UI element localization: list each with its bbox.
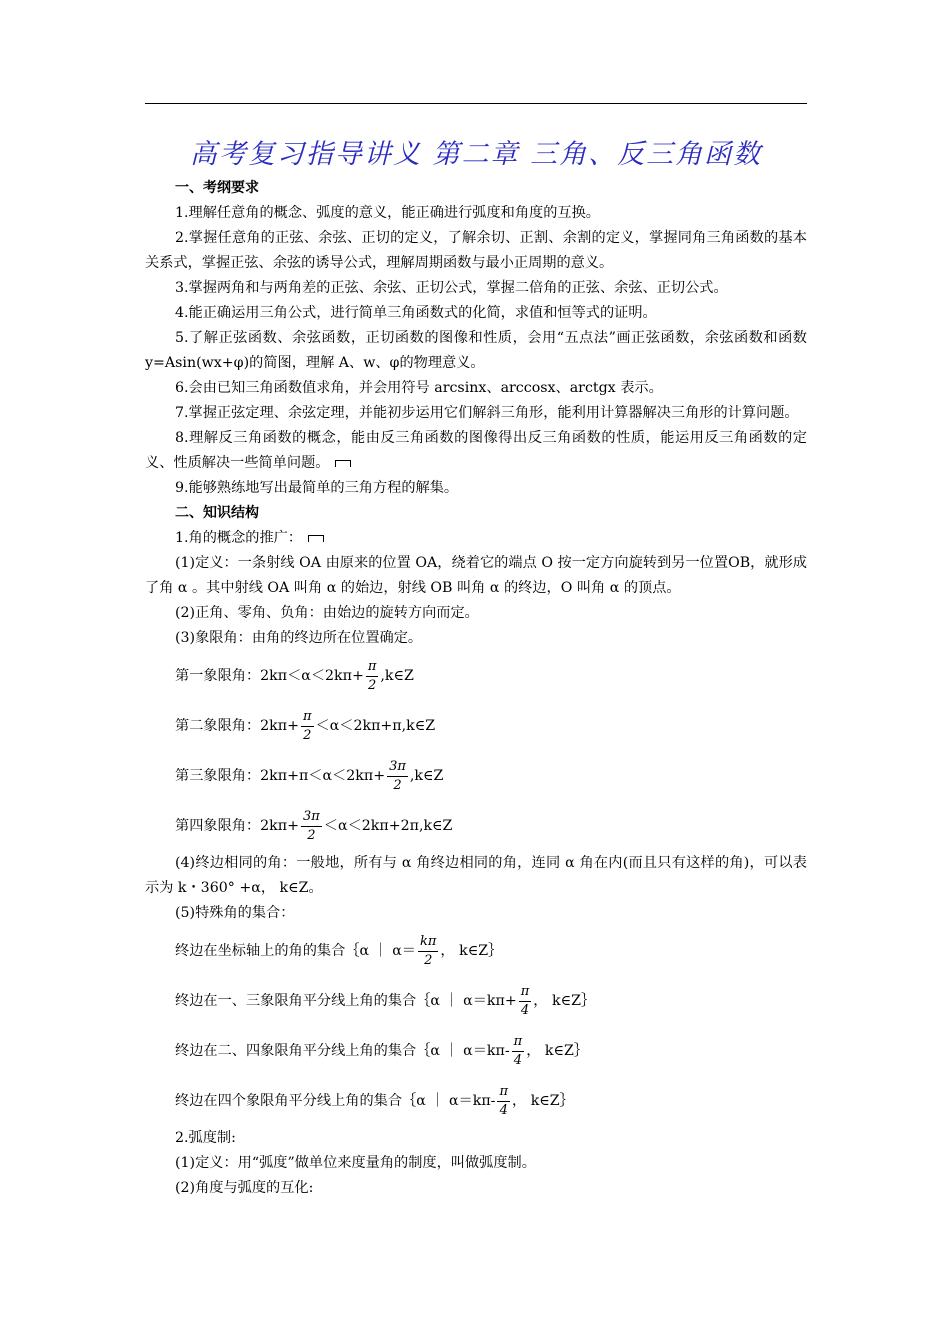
fraction [418,933,438,970]
topic-heading [145,526,807,551]
fraction [497,1083,510,1120]
requirement-item: 4.能正确运用三角公式，进行简单三角函数式的化简，求值和恒等式的证明。 [175,305,657,321]
fraction [301,808,322,845]
formula-text: ,k∈Z [380,667,414,684]
requirement-item: 6.会由已知三角函数值求角，并会用符号 arcsinx、arccosx、arctgx 表示。 [175,380,663,396]
denominator: 4 [520,1002,530,1018]
denominator: 2 [393,777,402,793]
formula-text: 终边在二、四象限角平分线上角的集合｛α ｜ α＝kπ- [175,1042,510,1059]
formula-text: 终边在一、三象限角平分线上角的集合｛α ｜ α＝kπ+ [175,992,517,1009]
numerator: 3π [301,808,322,827]
formula-text: ， k∈Z｝ [526,1042,589,1059]
section-heading: 一、考纲要求 [175,180,259,196]
formula-text: ,k∈Z [409,767,444,784]
numerator: π [497,1083,510,1102]
formula-text: ， k∈Z｝ [533,992,596,1009]
requirement-item: 9.能够熟练地写出最简单的三角方程的解集。 [175,480,459,496]
paragraph: (1)定义：用“弧度”做单位来度量角的制度，叫做弧度制。 [175,1155,536,1171]
formula-text: 第四象限角：2kπ+ [175,817,299,834]
axis-angle-set [145,926,807,976]
quadrant-3-formula [145,751,807,801]
fraction [512,1033,525,1070]
fraction [366,658,379,695]
topic-heading: 2.弧度制: [175,1130,236,1146]
requirement-item: 3.掌握两角和与两角差的正弦、余弦、正切公式，掌握二倍角的正弦、余弦、正切公式。 [175,280,728,296]
paragraph: (2)正角、零角、负角：由始边的旋转方向而定。 [175,605,479,621]
formula-text: 第三象限角：2kπ+π＜α＜2kπ+ [175,767,386,784]
quadrant-2-formula [145,701,807,751]
formula-text: ， k∈Z｝ [440,942,503,959]
formula-text: 第一象限角：2kπ＜α＜2kπ+ [175,667,364,684]
denominator: 2 [307,827,316,843]
paragraph: (1)定义：一条射线 OA 由原来的位置 OA，绕着它的端点 O 按一定方向旋转到另一位置OB，就形成了角 α 。其中射线 OA 叫角 α 的始边，射线 OB 叫角 α 的终边，O 叫角 α 的顶点。 [145,555,807,596]
quadrant-4-formula [145,801,807,851]
fraction [519,983,532,1020]
numerator: π [512,1033,525,1052]
bisector-all-set [145,1076,807,1126]
numerator: π [519,983,532,1002]
paragraph: (5)特殊角的集合： [175,905,295,921]
quadrant-1-formula [145,651,807,701]
denominator: 2 [303,727,312,743]
formula-text: 终边在坐标轴上的角的集合｛α ｜ α＝ [175,942,416,959]
requirement-item: 7.掌握正弦定理、余弦定理，并能初步运用它们解斜三角形，能利用计算器解决三角形的计算问题。 [175,405,799,421]
bisector-24-set [145,1026,807,1076]
bisector-13-set [145,976,807,1026]
topic-text: 1.角的概念的推广： [175,530,303,546]
paragraph: (4)终边相同的角：一般地，所有与 α 角终边相同的角，连同 α 角在内(而且只有这样的角)，可以表示为 k・360° +α， k∈Z。 [145,855,807,896]
formula-text: ＜α＜2kπ+2π,k∈Z [323,817,453,834]
formula-text: ＜α＜2kπ+π,k∈Z [315,717,436,734]
requirement-item: 5.了解正弦函数、余弦函数，正切函数的图像和性质，会用“五点法”画正弦函数，余弦函数和函数 y=Asin(wx+φ)的简图，理解 A、w、φ的物理意义。 [145,330,807,371]
document-body [145,176,807,1201]
fraction [301,708,314,745]
fraction [387,758,408,795]
edit-mark-icon [308,535,324,542]
formula-text: ， k∈Z｝ [512,1092,574,1109]
denominator: 4 [499,1102,508,1118]
header-rule [145,103,807,104]
numerator: π [366,658,379,677]
numerator: kπ [418,933,438,952]
requirement-item: 2.掌握任意角的正弦、余弦、正切的定义，了解余切、正割、余割的定义，掌握同角三角函数的基本关系式，掌握正弦、余弦的诱导公式，理解周期函数与最小正周期的意义。 [145,230,807,271]
denominator: 4 [513,1052,523,1068]
paragraph: (3)象限角：由角的终边所在位置确定。 [175,630,423,646]
requirement-text: 8.理解反三角函数的概念，能由反三角函数的图像得出反三角函数的性质，能运用反三角函数的定义、性质解决一些简单问题。 [145,430,807,471]
section-heading: 二、知识结构 [175,505,259,521]
denominator: 2 [424,952,433,968]
denominator: 2 [368,677,377,693]
paragraph: (2)角度与弧度的互化: [175,1180,314,1196]
document-title: 高考复习指导讲义 第二章 三角、反三角函数 [189,139,763,170]
formula-text: 终边在四个象限角平分线上角的集合｛α ｜ α＝kπ- [175,1092,496,1109]
requirement-item: 1.理解任意角的概念、弧度的意义，能正确进行弧度和角度的互换。 [175,205,600,221]
formula-text: 第二象限角：2kπ+ [175,717,299,734]
numerator: 3π [387,758,408,777]
edit-mark-icon [335,460,351,467]
numerator: π [301,708,314,727]
requirement-item [145,426,807,476]
